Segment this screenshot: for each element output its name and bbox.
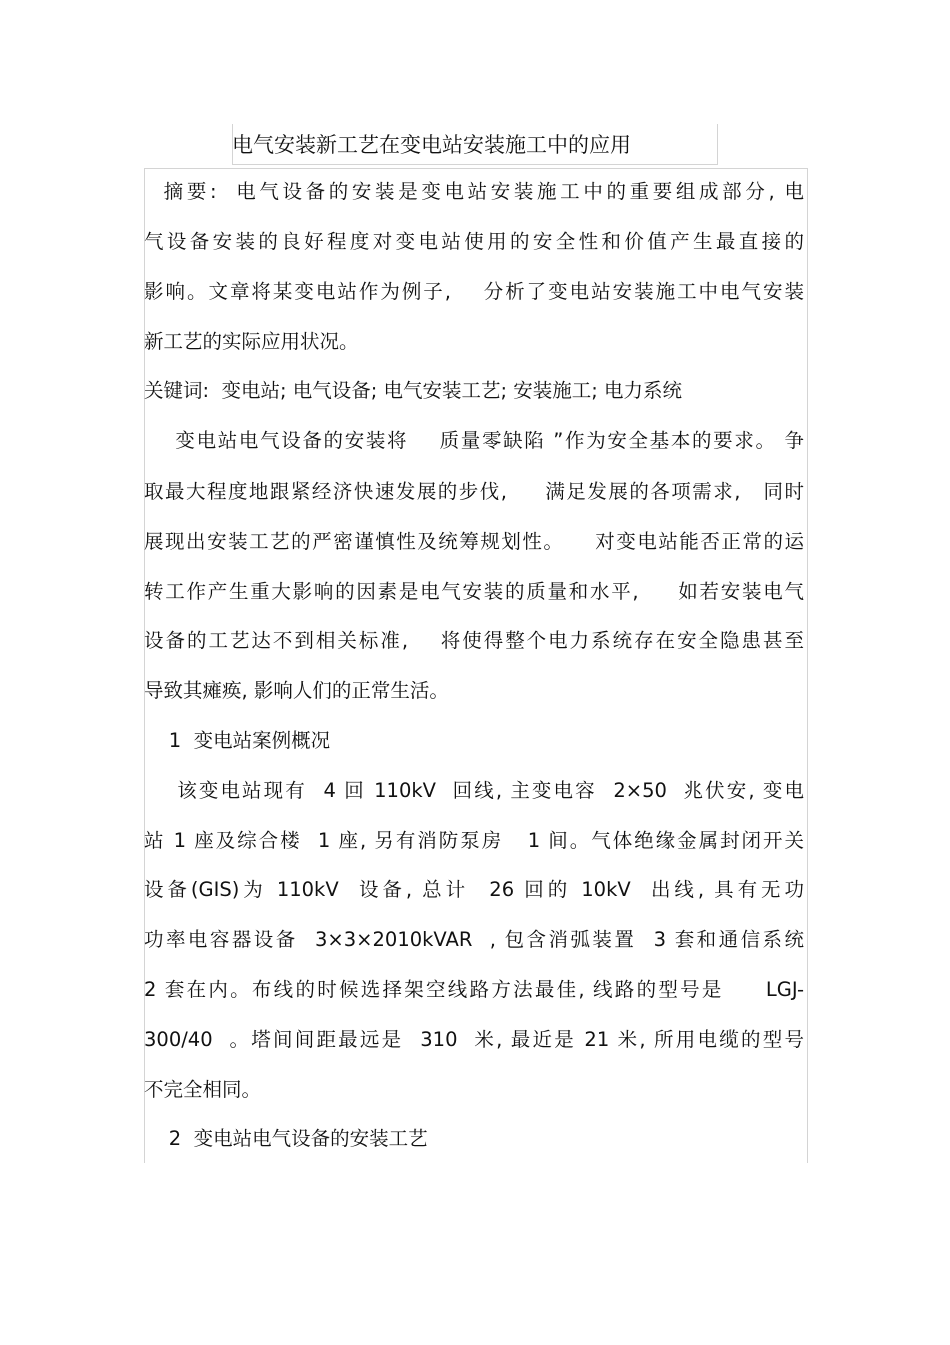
section-1-heading: 1 变电站案例概况 xyxy=(144,729,331,752)
abstract-line-2: 气设备安装的良好程度对变电站使用的安全性和价值产生最直接的 xyxy=(144,230,804,253)
section-1-line-4: 功率电容器设备 3×3×2010kVAR , 包含消弧装置 3 套和通信系统 xyxy=(144,928,804,951)
intro-line-6: 导致其瘫痪, 影响人们的正常生活。 xyxy=(144,679,449,702)
page-title: 电气安装新工艺在变电站安装施工中的应用 xyxy=(232,133,631,157)
intro-line-3: 展现出安装工艺的严密谨慎性及统筹规划性。 对变电站能否正常的运 xyxy=(144,530,804,553)
intro-line-4: 转工作产生重大影响的因素是电气安装的质量和水平, 如若安装电气 xyxy=(144,580,804,603)
section-1-line-6: 300/40 。塔间间距最远是 310 米, 最近是 21 米, 所用电缆的型号 xyxy=(144,1028,804,1051)
frame-line-body-left xyxy=(144,168,145,1163)
abstract-line-4: 新工艺的实际应用状况。 xyxy=(144,330,359,353)
section-1-line-5: 2 套在内。布线的时候选择架空线路方法最佳, 线路的型号是 LGJ- xyxy=(144,978,804,1001)
section-1-line-3: 设备(GIS)为 110kV 设备, 总计 26 回的 10kV 出线, 具有无功 xyxy=(144,878,804,901)
frame-line-body-right xyxy=(807,168,808,1163)
keywords-line: 关键词: 变电站; 电气设备; 电气安装工艺; 安装施工; 电力系统 xyxy=(144,379,683,402)
frame-line-title-bottom xyxy=(232,164,718,165)
intro-line-1: 变电站电气设备的安装将 质量零缺陷 ”作为安全基本的要求。 争 xyxy=(144,429,804,452)
section-1-line-1: 该变电站现有 4 回 110kV 回线, 主变电容 2×50 兆伏安, 变电 xyxy=(144,779,804,802)
intro-line-2: 取最大程度地跟紧经济快速发展的步伐, 满足发展的各项需求, 同时 xyxy=(144,480,804,503)
abstract-line-3: 影响。文章将某变电站作为例子, 分析了变电站安装施工中电气安装 xyxy=(144,280,804,303)
abstract-line-1: 摘要: 电气设备的安装是变电站安装施工中的重要组成部分, 电 xyxy=(144,180,804,203)
section-1-line-7: 不完全相同。 xyxy=(144,1078,262,1101)
section-2-heading: 2 变电站电气设备的安装工艺 xyxy=(144,1127,428,1150)
intro-line-5: 设备的工艺达不到相关标准, 将使得整个电力系统存在安全隐患甚至 xyxy=(144,629,804,652)
section-1-line-2: 站 1 座及综合楼 1 座, 另有消防泵房 1 间。气体绝缘金属封闭开关 xyxy=(144,829,804,852)
frame-line-body-top xyxy=(144,168,808,169)
frame-line-title-right xyxy=(717,124,718,164)
